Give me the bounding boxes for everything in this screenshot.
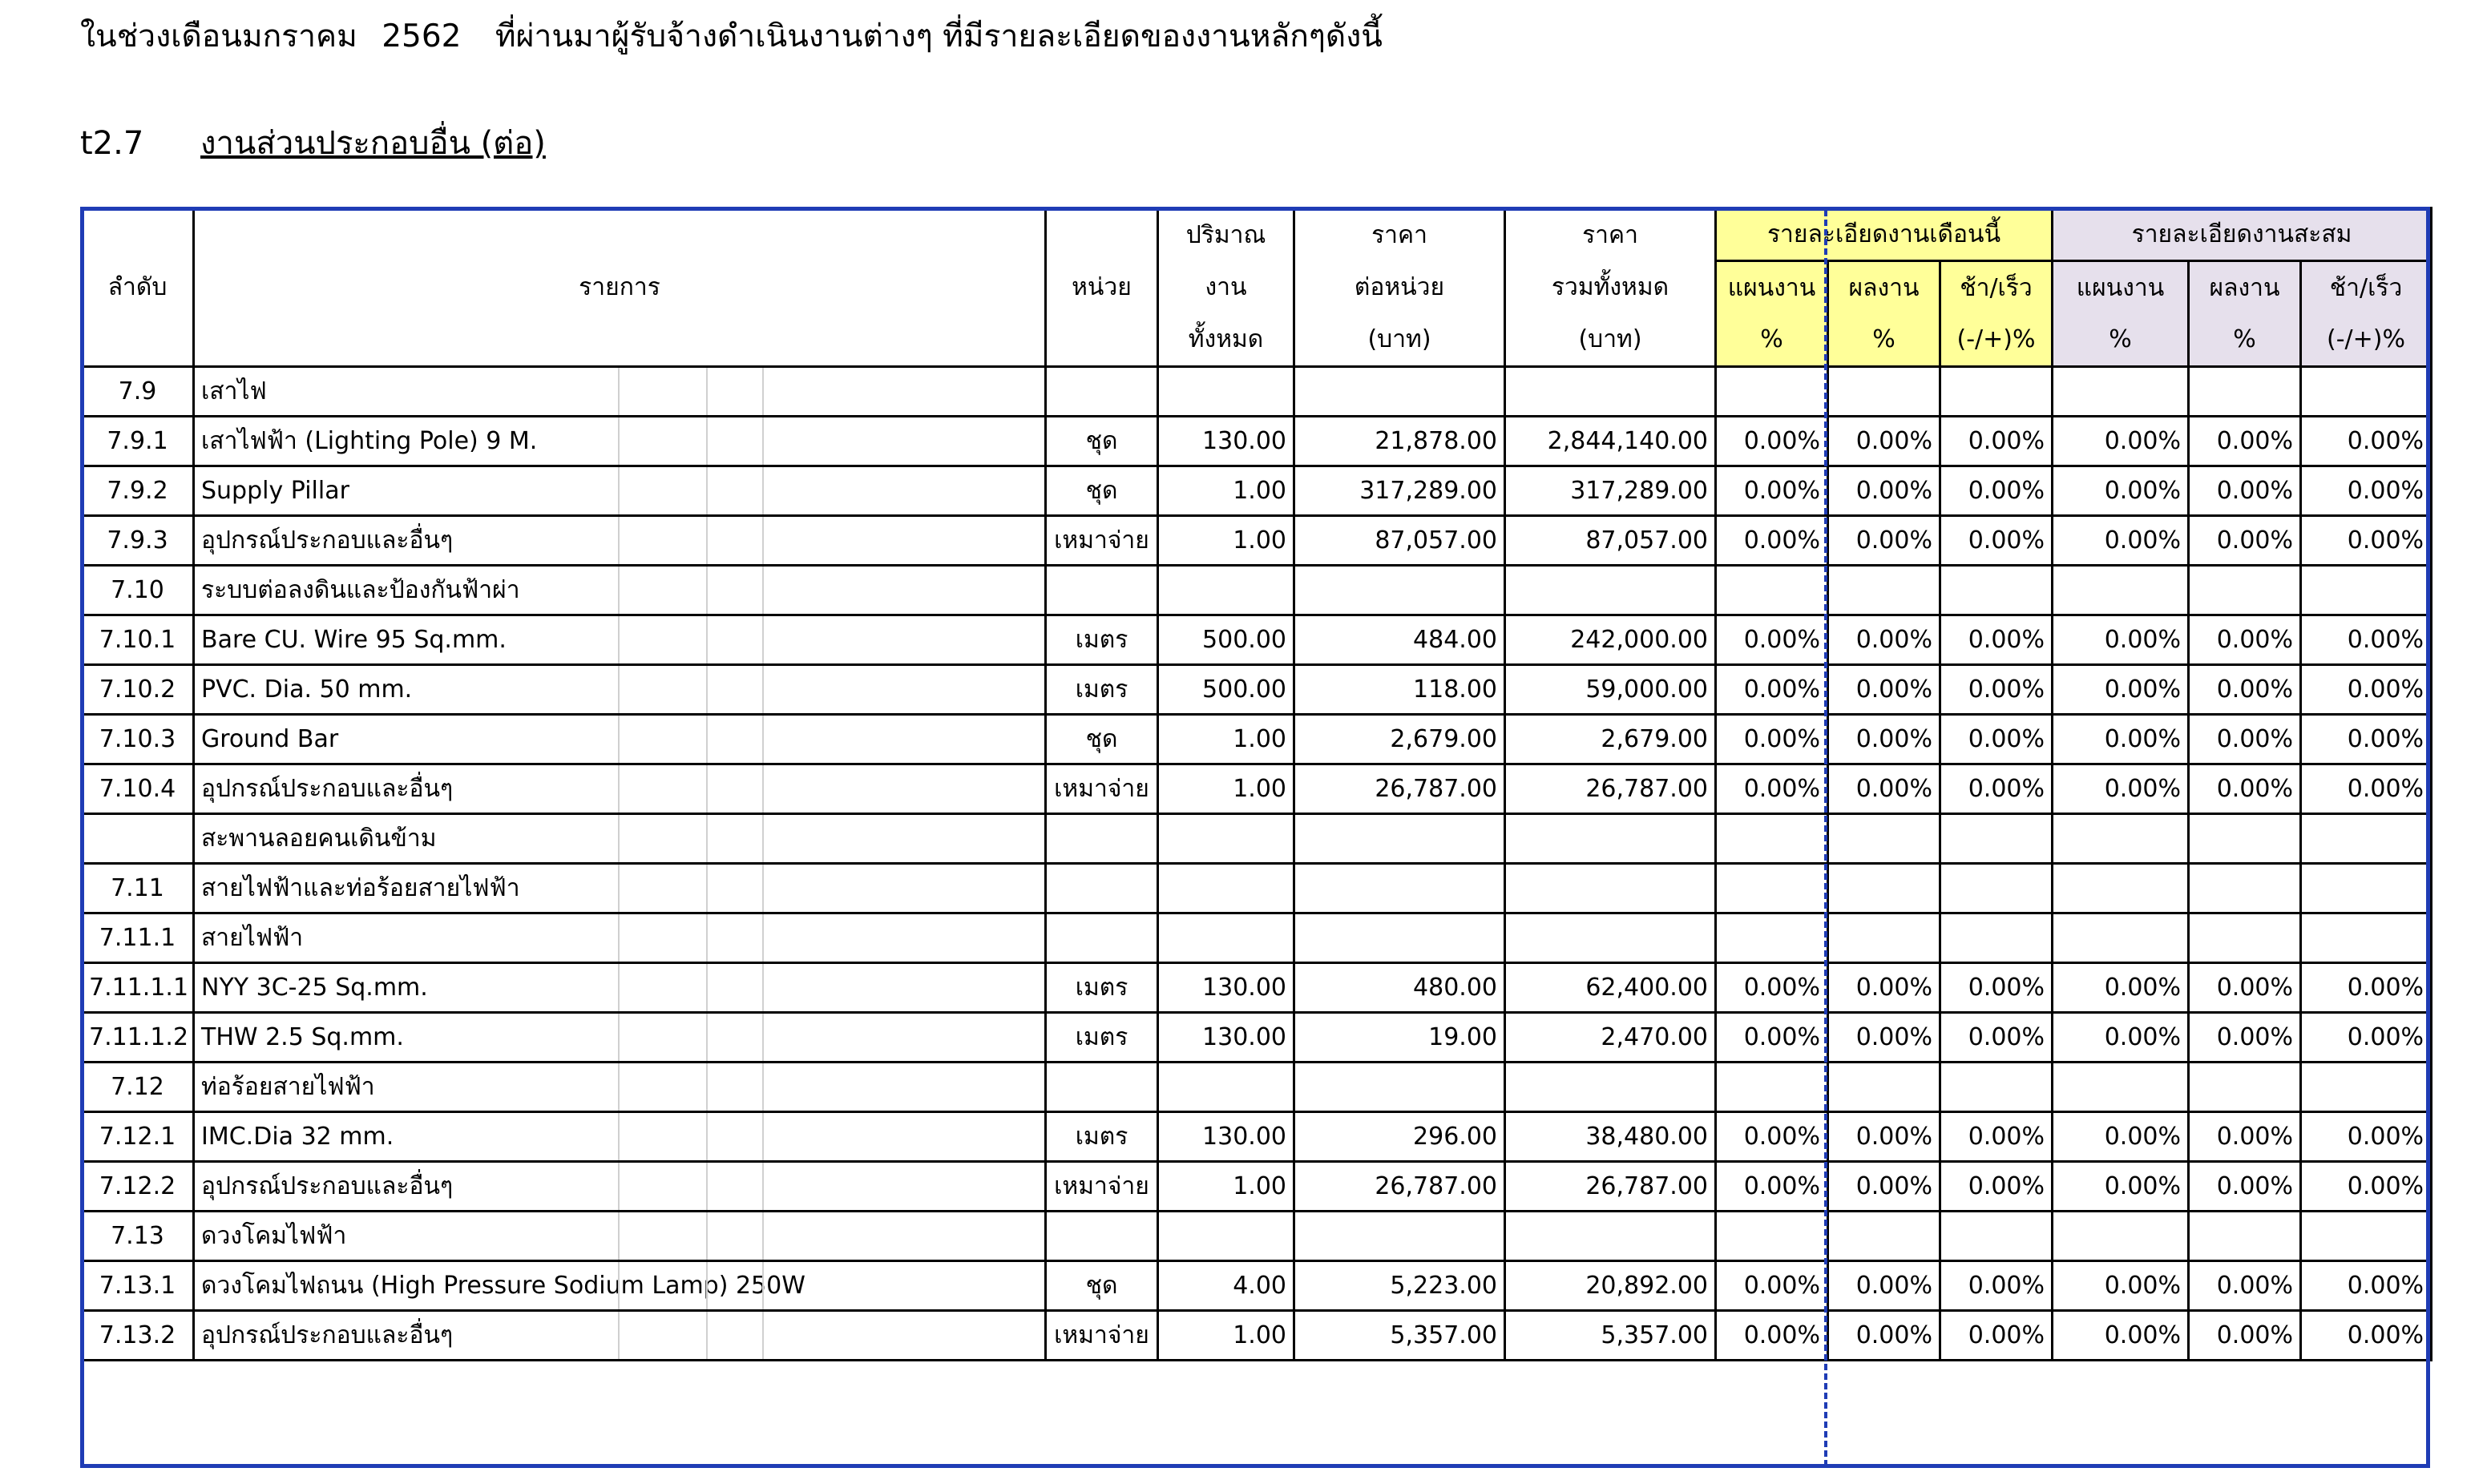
- cell-cumulative-diff: 0.00%: [2301, 1162, 2432, 1212]
- cell-monthly-diff: 0.00%: [1940, 1112, 2053, 1162]
- cell-item: Bare CU. Wire 95 Sq.mm.: [194, 615, 1046, 665]
- header-cumulative-plan-unit: %: [2053, 314, 2189, 367]
- cell-monthly-result: 0.00%: [1828, 963, 1940, 1013]
- cell-cumulative-plan: 0.00%: [2053, 665, 2189, 715]
- cell-unit: เหมาจ่าย: [1046, 764, 1158, 814]
- cell-cumulative-plan: 0.00%: [2053, 1112, 2189, 1162]
- cell-cumulative-plan: 0.00%: [2053, 1311, 2189, 1361]
- heading-prefix: ในช่วงเดือนมกราคม: [80, 18, 357, 54]
- cell-unit: เมตร: [1046, 1013, 1158, 1063]
- cell-qty: 4.00: [1158, 1261, 1294, 1311]
- cell-cumulative-plan: 0.00%: [2053, 963, 2189, 1013]
- cell-total: 317,289.00: [1505, 466, 1716, 516]
- section-code: t2.7: [80, 125, 144, 162]
- table-frame: [80, 207, 2430, 1468]
- cell-monthly-result: 0.00%: [1828, 1162, 1940, 1212]
- cell-total: 2,470.00: [1505, 1013, 1716, 1063]
- cell-monthly-diff: 0.00%: [1940, 417, 2053, 466]
- cell-unit: เมตร: [1046, 665, 1158, 715]
- cell-qty: 500.00: [1158, 615, 1294, 665]
- cell-cumulative-diff: 0.00%: [2301, 764, 2432, 814]
- cell-price: 26,787.00: [1294, 764, 1505, 814]
- cell-no: 7.11: [82, 864, 194, 913]
- cell-monthly-plan: 0.00%: [1716, 1311, 1828, 1361]
- cell-total: 26,787.00: [1505, 764, 1716, 814]
- heading-year: 2562: [382, 18, 462, 54]
- cell-no: 7.10.3: [82, 715, 194, 764]
- cell-monthly-result: 0.00%: [1828, 615, 1940, 665]
- cell-unit: เหมาจ่าย: [1046, 516, 1158, 566]
- cell-unit: ชุด: [1046, 715, 1158, 764]
- header-qty-2: งาน: [1158, 261, 1294, 314]
- cell-total: 59,000.00: [1505, 665, 1716, 715]
- cell-price: 296.00: [1294, 1112, 1505, 1162]
- header-cumulative-group: รายละเอียดงานสะสม: [2053, 208, 2432, 261]
- cell-cumulative-diff: 0.00%: [2301, 1311, 2432, 1361]
- cell-monthly-diff: 0.00%: [1940, 1261, 2053, 1311]
- header-price-2: ต่อหน่วย: [1294, 261, 1505, 314]
- cell-qty: 500.00: [1158, 665, 1294, 715]
- cell-no: 7.13.1: [82, 1261, 194, 1311]
- cell-no: 7.13: [82, 1212, 194, 1261]
- cell-no: 7.10.1: [82, 615, 194, 665]
- cell-unit: ชุด: [1046, 417, 1158, 466]
- cell-monthly-diff: 0.00%: [1940, 1162, 2053, 1212]
- cell-monthly-diff: 0.00%: [1940, 665, 2053, 715]
- header-total-1: ราคา: [1505, 208, 1716, 261]
- cell-item: อุปกรณ์ประกอบและอื่นๆ: [194, 516, 1046, 566]
- cell-unit: เมตร: [1046, 1112, 1158, 1162]
- cell-monthly-plan: 0.00%: [1716, 466, 1828, 516]
- cell-cumulative-diff: 0.00%: [2301, 715, 2432, 764]
- cell-unit: เหมาจ่าย: [1046, 1162, 1158, 1212]
- cell-cumulative-plan: 0.00%: [2053, 715, 2189, 764]
- cell-item: เสาไฟฟ้า (Lighting Pole) 9 M.: [194, 417, 1046, 466]
- cell-cumulative-result: 0.00%: [2189, 963, 2301, 1013]
- cell-price: 118.00: [1294, 665, 1505, 715]
- cell-item: ระบบต่อลงดินและป้องกันฟ้าผ่า: [194, 566, 1046, 615]
- cell-no: 7.9.1: [82, 417, 194, 466]
- cell-cumulative-diff: 0.00%: [2301, 665, 2432, 715]
- cell-cumulative-result: 0.00%: [2189, 1112, 2301, 1162]
- cell-cumulative-result: 0.00%: [2189, 665, 2301, 715]
- cell-price: 26,787.00: [1294, 1162, 1505, 1212]
- cell-monthly-diff: 0.00%: [1940, 615, 2053, 665]
- cell-monthly-result: 0.00%: [1828, 1112, 1940, 1162]
- cell-monthly-plan: 0.00%: [1716, 417, 1828, 466]
- cell-cumulative-diff: 0.00%: [2301, 516, 2432, 566]
- cell-no: 7.10.4: [82, 764, 194, 814]
- header-item: รายการ: [194, 208, 1046, 367]
- cell-total: 2,844,140.00: [1505, 417, 1716, 466]
- cell-monthly-diff: 0.00%: [1940, 1013, 2053, 1063]
- cell-qty: 130.00: [1158, 963, 1294, 1013]
- cell-price: 2,679.00: [1294, 715, 1505, 764]
- cell-item: NYY 3C-25 Sq.mm.: [194, 963, 1046, 1013]
- cell-item: PVC. Dia. 50 mm.: [194, 665, 1046, 715]
- cell-price: 21,878.00: [1294, 417, 1505, 466]
- cell-qty: 130.00: [1158, 1013, 1294, 1063]
- cell-no: 7.9.2: [82, 466, 194, 516]
- cell-no: 7.10.2: [82, 665, 194, 715]
- cell-cumulative-result: 0.00%: [2189, 715, 2301, 764]
- cell-total: 20,892.00: [1505, 1261, 1716, 1311]
- cell-cumulative-plan: 0.00%: [2053, 466, 2189, 516]
- cell-item: สายไฟฟ้า: [194, 913, 1046, 963]
- cell-monthly-plan: 0.00%: [1716, 1162, 1828, 1212]
- cell-monthly-diff: 0.00%: [1940, 963, 2053, 1013]
- cell-no: 7.12: [82, 1063, 194, 1112]
- cell-cumulative-diff: 0.00%: [2301, 963, 2432, 1013]
- cell-cumulative-plan: 0.00%: [2053, 417, 2189, 466]
- cell-cumulative-plan: 0.00%: [2053, 1162, 2189, 1212]
- header-monthly-group: รายละเอียดงานเดือนนี้: [1716, 208, 2053, 261]
- cell-item: IMC.Dia 32 mm.: [194, 1112, 1046, 1162]
- header-no: ลำดับ: [82, 208, 194, 367]
- cell-no: 7.13.2: [82, 1311, 194, 1361]
- cell-monthly-diff: 0.00%: [1940, 764, 2053, 814]
- cell-no: 7.12.2: [82, 1162, 194, 1212]
- cell-monthly-plan: 0.00%: [1716, 1013, 1828, 1063]
- cell-total: 242,000.00: [1505, 615, 1716, 665]
- cell-unit: เมตร: [1046, 615, 1158, 665]
- cell-qty: 1.00: [1158, 1311, 1294, 1361]
- cell-cumulative-result: 0.00%: [2189, 516, 2301, 566]
- cell-cumulative-diff: 0.00%: [2301, 417, 2432, 466]
- cell-monthly-result: 0.00%: [1828, 764, 1940, 814]
- cell-price: 317,289.00: [1294, 466, 1505, 516]
- header-cumulative-result-unit: %: [2189, 314, 2301, 367]
- cell-cumulative-result: 0.00%: [2189, 466, 2301, 516]
- cell-no: 7.11.1.2: [82, 1013, 194, 1063]
- cell-price: 5,223.00: [1294, 1261, 1505, 1311]
- cell-monthly-plan: 0.00%: [1716, 516, 1828, 566]
- cell-monthly-diff: 0.00%: [1940, 715, 2053, 764]
- header-qty-1: ปริมาณ: [1158, 208, 1294, 261]
- page-break-line: [1824, 210, 1827, 1466]
- cell-price: 480.00: [1294, 963, 1505, 1013]
- header-cumulative-diff-unit: (-/+)%: [2301, 314, 2432, 367]
- cell-item: เสาไฟ: [194, 367, 1046, 417]
- section-name: งานส่วนประกอบอื่น (ต่อ): [200, 125, 546, 162]
- header-cumulative-result: ผลงาน: [2189, 261, 2301, 314]
- cell-cumulative-result: 0.00%: [2189, 764, 2301, 814]
- report-heading: [80, 11, 1383, 61]
- cell-cumulative-result: 0.00%: [2189, 417, 2301, 466]
- cell-item: Supply Pillar: [194, 466, 1046, 516]
- header-unit: หน่วย: [1046, 208, 1158, 367]
- cell-total: 5,357.00: [1505, 1311, 1716, 1361]
- cell-monthly-diff: 0.00%: [1940, 1311, 2053, 1361]
- cell-monthly-plan: 0.00%: [1716, 764, 1828, 814]
- header-cumulative-plan: แผนงาน: [2053, 261, 2189, 314]
- cell-qty: 1.00: [1158, 516, 1294, 566]
- cell-cumulative-result: 0.00%: [2189, 1311, 2301, 1361]
- cell-monthly-result: 0.00%: [1828, 1013, 1940, 1063]
- cell-price: 5,357.00: [1294, 1311, 1505, 1361]
- cell-unit: เหมาจ่าย: [1046, 1311, 1158, 1361]
- cell-cumulative-plan: 0.00%: [2053, 1013, 2189, 1063]
- cell-monthly-plan: 0.00%: [1716, 1261, 1828, 1311]
- header-qty-3: ทั้งหมด: [1158, 314, 1294, 367]
- cell-monthly-plan: 0.00%: [1716, 615, 1828, 665]
- header-price-1: ราคา: [1294, 208, 1505, 261]
- header-total-2: รวมทั้งหมด: [1505, 261, 1716, 314]
- cell-item: อุปกรณ์ประกอบและอื่นๆ: [194, 1311, 1046, 1361]
- cell-unit: เมตร: [1046, 963, 1158, 1013]
- cell-cumulative-diff: 0.00%: [2301, 1112, 2432, 1162]
- cell-monthly-plan: 0.00%: [1716, 963, 1828, 1013]
- cell-cumulative-result: 0.00%: [2189, 615, 2301, 665]
- cell-total: 62,400.00: [1505, 963, 1716, 1013]
- cell-monthly-result: 0.00%: [1828, 1261, 1940, 1311]
- cell-cumulative-plan: 0.00%: [2053, 1261, 2189, 1311]
- cell-price: 87,057.00: [1294, 516, 1505, 566]
- cell-no: 7.11.1.1: [82, 963, 194, 1013]
- cell-cumulative-plan: 0.00%: [2053, 516, 2189, 566]
- cell-price: 19.00: [1294, 1013, 1505, 1063]
- header-monthly-result-unit: %: [1828, 314, 1940, 367]
- cell-total: 2,679.00: [1505, 715, 1716, 764]
- cell-cumulative-diff: 0.00%: [2301, 1013, 2432, 1063]
- cell-monthly-diff: 0.00%: [1940, 466, 2053, 516]
- cell-no: 7.9.3: [82, 516, 194, 566]
- cell-total: 38,480.00: [1505, 1112, 1716, 1162]
- section-title: [80, 117, 546, 168]
- header-monthly-diff: ช้า/เร็ว: [1940, 261, 2053, 314]
- cell-qty: 1.00: [1158, 715, 1294, 764]
- cell-item: ท่อร้อยสายไฟฟ้า: [194, 1063, 1046, 1112]
- cell-item: สะพานลอยคนเดินข้าม: [194, 814, 1046, 864]
- cell-unit: ชุด: [1046, 466, 1158, 516]
- cell-qty: 130.00: [1158, 417, 1294, 466]
- cell-item: ดวงโคมไฟถนน (High Pressure Sodium Lamp) 250W: [194, 1261, 1046, 1311]
- cell-qty: 1.00: [1158, 1162, 1294, 1212]
- header-total-3: (บาท): [1505, 314, 1716, 367]
- header-monthly-diff-unit: (-/+)%: [1940, 314, 2053, 367]
- header-cumulative-diff: ช้า/เร็ว: [2301, 261, 2432, 314]
- cell-monthly-result: 0.00%: [1828, 715, 1940, 764]
- cell-price: 484.00: [1294, 615, 1505, 665]
- header-monthly-result: ผลงาน: [1828, 261, 1940, 314]
- cell-monthly-plan: 0.00%: [1716, 715, 1828, 764]
- cell-monthly-result: 0.00%: [1828, 417, 1940, 466]
- cell-cumulative-plan: 0.00%: [2053, 615, 2189, 665]
- cell-monthly-result: 0.00%: [1828, 466, 1940, 516]
- cell-qty: 1.00: [1158, 764, 1294, 814]
- cell-qty: 1.00: [1158, 466, 1294, 516]
- cell-item: ดวงโคมไฟฟ้า: [194, 1212, 1046, 1261]
- cell-total: 26,787.00: [1505, 1162, 1716, 1212]
- cell-total: 87,057.00: [1505, 516, 1716, 566]
- cell-cumulative-result: 0.00%: [2189, 1013, 2301, 1063]
- cell-cumulative-plan: 0.00%: [2053, 764, 2189, 814]
- cell-no: 7.11.1: [82, 913, 194, 963]
- cell-no: 7.12.1: [82, 1112, 194, 1162]
- cell-qty: 130.00: [1158, 1112, 1294, 1162]
- cell-item: Ground Bar: [194, 715, 1046, 764]
- cell-monthly-diff: 0.00%: [1940, 516, 2053, 566]
- cell-item: THW 2.5 Sq.mm.: [194, 1013, 1046, 1063]
- header-price-3: (บาท): [1294, 314, 1505, 367]
- cell-monthly-plan: 0.00%: [1716, 1112, 1828, 1162]
- cell-monthly-result: 0.00%: [1828, 665, 1940, 715]
- header-monthly-plan: แผนงาน: [1716, 261, 1828, 314]
- heading-suffix: ที่ผ่านมาผู้รับจ้างดำเนินงานต่างๆ ที่มีรายละเอียดของงานหลักๆดังนี้: [495, 18, 1383, 54]
- cell-item: สายไฟฟ้าและท่อร้อยสายไฟฟ้า: [194, 864, 1046, 913]
- cell-monthly-result: 0.00%: [1828, 1311, 1940, 1361]
- cell-item: อุปกรณ์ประกอบและอื่นๆ: [194, 764, 1046, 814]
- cell-cumulative-diff: 0.00%: [2301, 615, 2432, 665]
- cell-no: 7.10: [82, 566, 194, 615]
- header-monthly-plan-unit: %: [1716, 314, 1828, 367]
- cell-item: อุปกรณ์ประกอบและอื่นๆ: [194, 1162, 1046, 1212]
- cell-cumulative-result: 0.00%: [2189, 1261, 2301, 1311]
- cell-cumulative-diff: 0.00%: [2301, 1261, 2432, 1311]
- cell-cumulative-result: 0.00%: [2189, 1162, 2301, 1212]
- cell-unit: ชุด: [1046, 1261, 1158, 1311]
- cell-cumulative-diff: 0.00%: [2301, 466, 2432, 516]
- cell-monthly-plan: 0.00%: [1716, 665, 1828, 715]
- cell-monthly-result: 0.00%: [1828, 516, 1940, 566]
- cell-no: 7.9: [82, 367, 194, 417]
